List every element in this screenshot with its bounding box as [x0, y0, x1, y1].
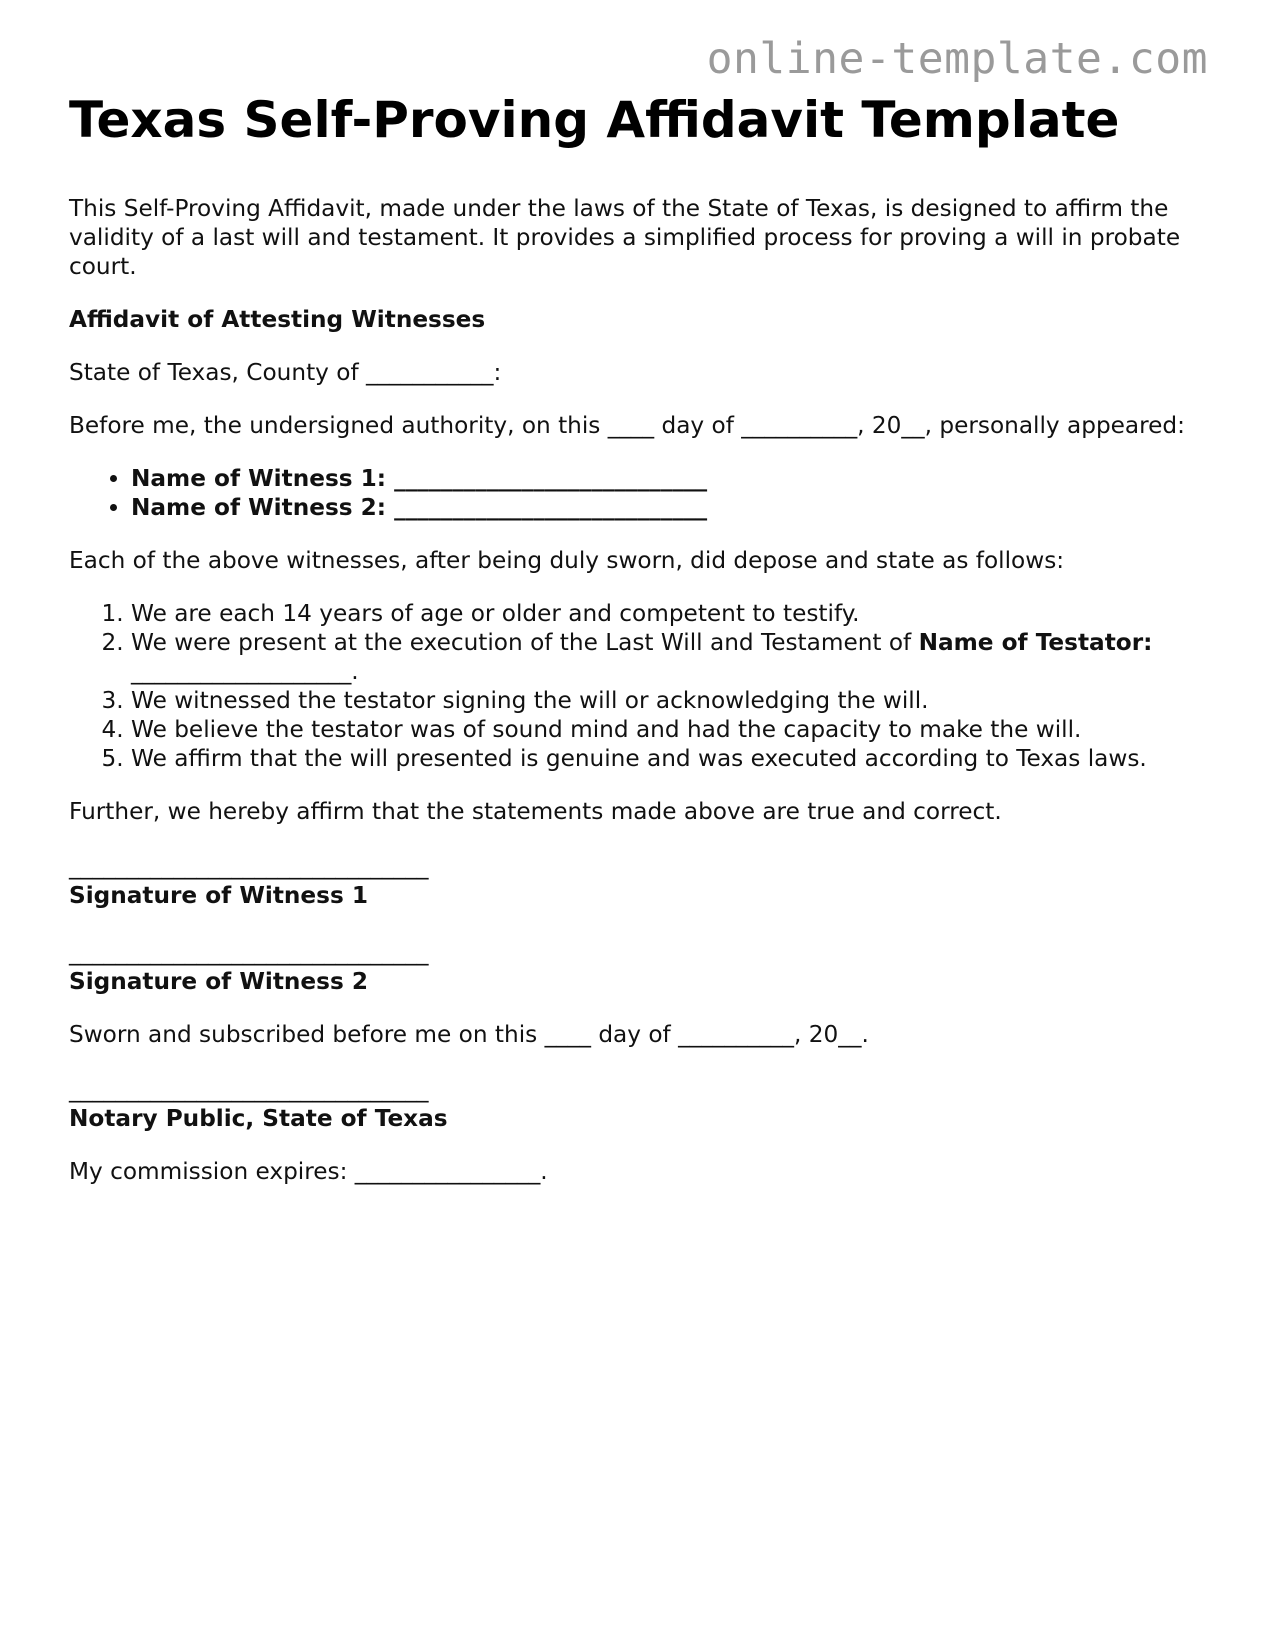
statement-item: 4. We believe the testator was of sound mind and had the capacity to make the will. — [131, 715, 1204, 744]
testator-name-label: Name of Testator: — [918, 629, 1153, 656]
signature-witness-1-label: Signature of Witness 1 — [69, 882, 368, 909]
signature-line: _______________________________ — [69, 853, 429, 880]
affirmation-line: Further, we hereby affirm that the statements made above are true and correct. — [69, 798, 1002, 825]
signature-line: _______________________________ — [69, 939, 429, 966]
statement-item: 3. We witnessed the testator signing the will or acknowledging the will. — [131, 686, 1204, 715]
sworn-line: Sworn and subscribed before me on this ____ day of __________, 20__. — [69, 1021, 869, 1048]
section-heading: Affidavit of Attesting Witnesses — [69, 306, 486, 333]
appearance-line: Before me, the undersigned authority, on this ____ day of __________, 20__, personally appeared: — [69, 412, 1185, 439]
witness-1-signature-block — [69, 852, 1204, 910]
witness-2-signature-block — [69, 938, 1204, 996]
notary-label: Notary Public, State of Texas — [69, 1105, 448, 1132]
testator-name-blank: ___________________. — [131, 658, 359, 685]
statement-list — [69, 599, 1204, 773]
county-line: State of Texas, County of ___________: — [69, 359, 502, 386]
signature-line: _______________________________ — [69, 1076, 429, 1103]
document-page — [69, 88, 1204, 1210]
witness-name-2: • Name of Witness 2: ___________________________ — [131, 493, 1204, 522]
statement-text: We were present at the execution of the Last Will and Testament of — [131, 629, 919, 656]
commission-line: My commission expires: ________________. — [69, 1158, 548, 1185]
intro-paragraph: This Self-Proving Affidavit, made under the laws of the State of Texas, is designed to affirm the validity of a last will and testament. It provides a simplified process for proving a will in probate court. — [69, 195, 1181, 280]
statement-item: 5. We affirm that the will presented is genuine and was executed according to Texas laws. — [131, 744, 1204, 773]
signature-witness-2-label: Signature of Witness 2 — [69, 968, 368, 995]
witness-name-1: • Name of Witness 1: ___________________________ — [131, 464, 1204, 493]
statement-item: 1. We are each 14 years of age or older and competent to testify. — [131, 599, 1204, 628]
deposition-line: Each of the above witnesses, after being duly sworn, did depose and state as follows: — [69, 547, 1065, 574]
notary-signature-block — [69, 1075, 1204, 1133]
watermark: online-template.com — [706, 34, 1208, 84]
statement-item — [131, 628, 1204, 686]
document-title: Texas Self-Proving Affidavit Template — [69, 91, 1120, 149]
witness-list — [69, 464, 1204, 522]
